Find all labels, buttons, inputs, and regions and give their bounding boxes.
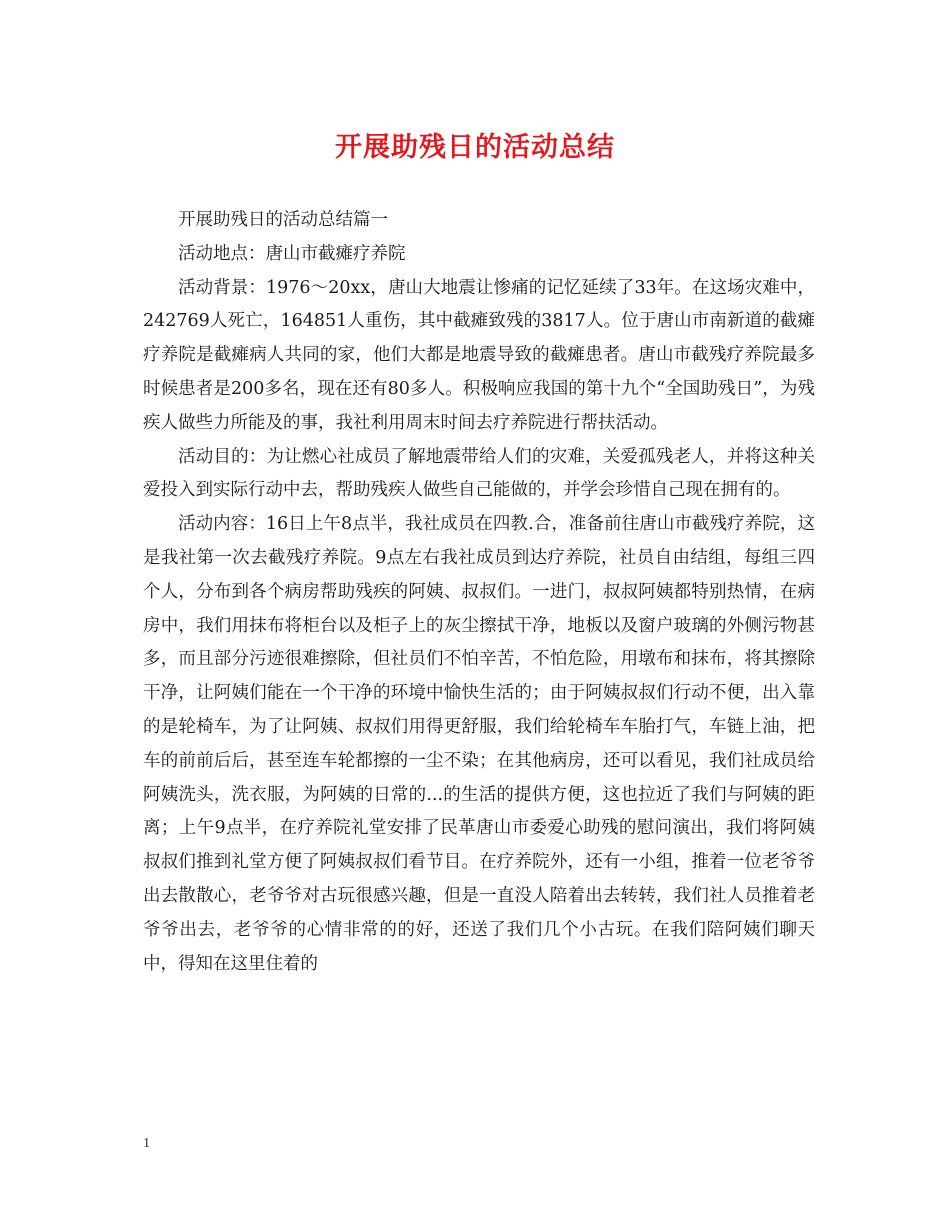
document-title: 开展助残日的活动总结 [335, 132, 615, 163]
paragraph-purpose: 活动目的：为让燃心社成员了解地震带给人们的灾难，关爱孤残老人，并将这种关爱投入到实际行动中去，帮助残疾人做些自己能做的，并学会珍惜自己现在拥有的。 [143, 446, 815, 501]
paragraph-location: 活动地点：唐山市截瘫疗养院 [178, 243, 406, 264]
page-number: 1 [143, 1136, 150, 1151]
paragraph-heading: 开展助残日的活动总结篇一 [178, 210, 388, 230]
document-body [143, 204, 815, 981]
paragraph-content: 活动内容：16日上午8点半，我社成员在四教.合，准备前往唐山市截残疗养院，这是我社第一次去截残疗养院。9点左右我社成员到达疗养院，社员自由结组，每组三四个人，分布到各个病房帮助残疾的阿姨、叔叔们。一进门，叔叔阿姨都特别热情，在病房中，我们用抹布将柜台以及柜子上的灰尘擦拭干净，地板以及窗户玻璃的外侧污物甚多，而且部分污迹很难擦除，但社员们不怕辛苦，不怕危险，用墩布和抹布，将其擦除干净，让阿姨们能在一个干净的环境中愉快生活的；由于阿姨叔叔们行动不便，出入靠的是轮椅车，为了让阿姨、叔叔们用得更舒服，我们给轮椅车车胎打气，车链上油，把车的前前后后，甚至连车轮都擦的一尘不染；在其他病房，还可以看见，我们社成员给阿姨洗头，洗衣服，为阿姨的日常的...的生活的提供方便，这也拉近了我们与阿姨的距离；上午9点半，在疗养院礼堂安排了民革唐山市委爱心助残的慰问演出，我们将阿姨叔叔们推到礼堂方便了阿姨叔叔们看节目。在疗养院外，还有一小组，推着一位老爷爷出去散散心，老爷爷对古玩很感兴趣，但是一直没人陪着出去转转，我们社人员推着老爷爷出去，老爷爷的心情非常的的好，还送了我们几个小古玩。在我们陪阿姨们聊天中，得知在这里住着的 [143, 514, 815, 974]
paragraph-background: 活动背景：1976～20xx，唐山大地震让惨痛的记忆延续了33年。在这场灾难中，242769人死亡，164851人重伤，其中截瘫致残的3817人。位于唐山市南新道的截瘫疗养院是截瘫病人共同的家，他们大都是地震导致的截瘫患者。唐山市截残疗养院最多时候患者是200多名，现在还有80多人。积极响应我国的第十九个“全国助残日”，为残疾人做些力所能及的事，我社利用周末时间去疗养院进行帮扶活动。 [143, 277, 815, 433]
